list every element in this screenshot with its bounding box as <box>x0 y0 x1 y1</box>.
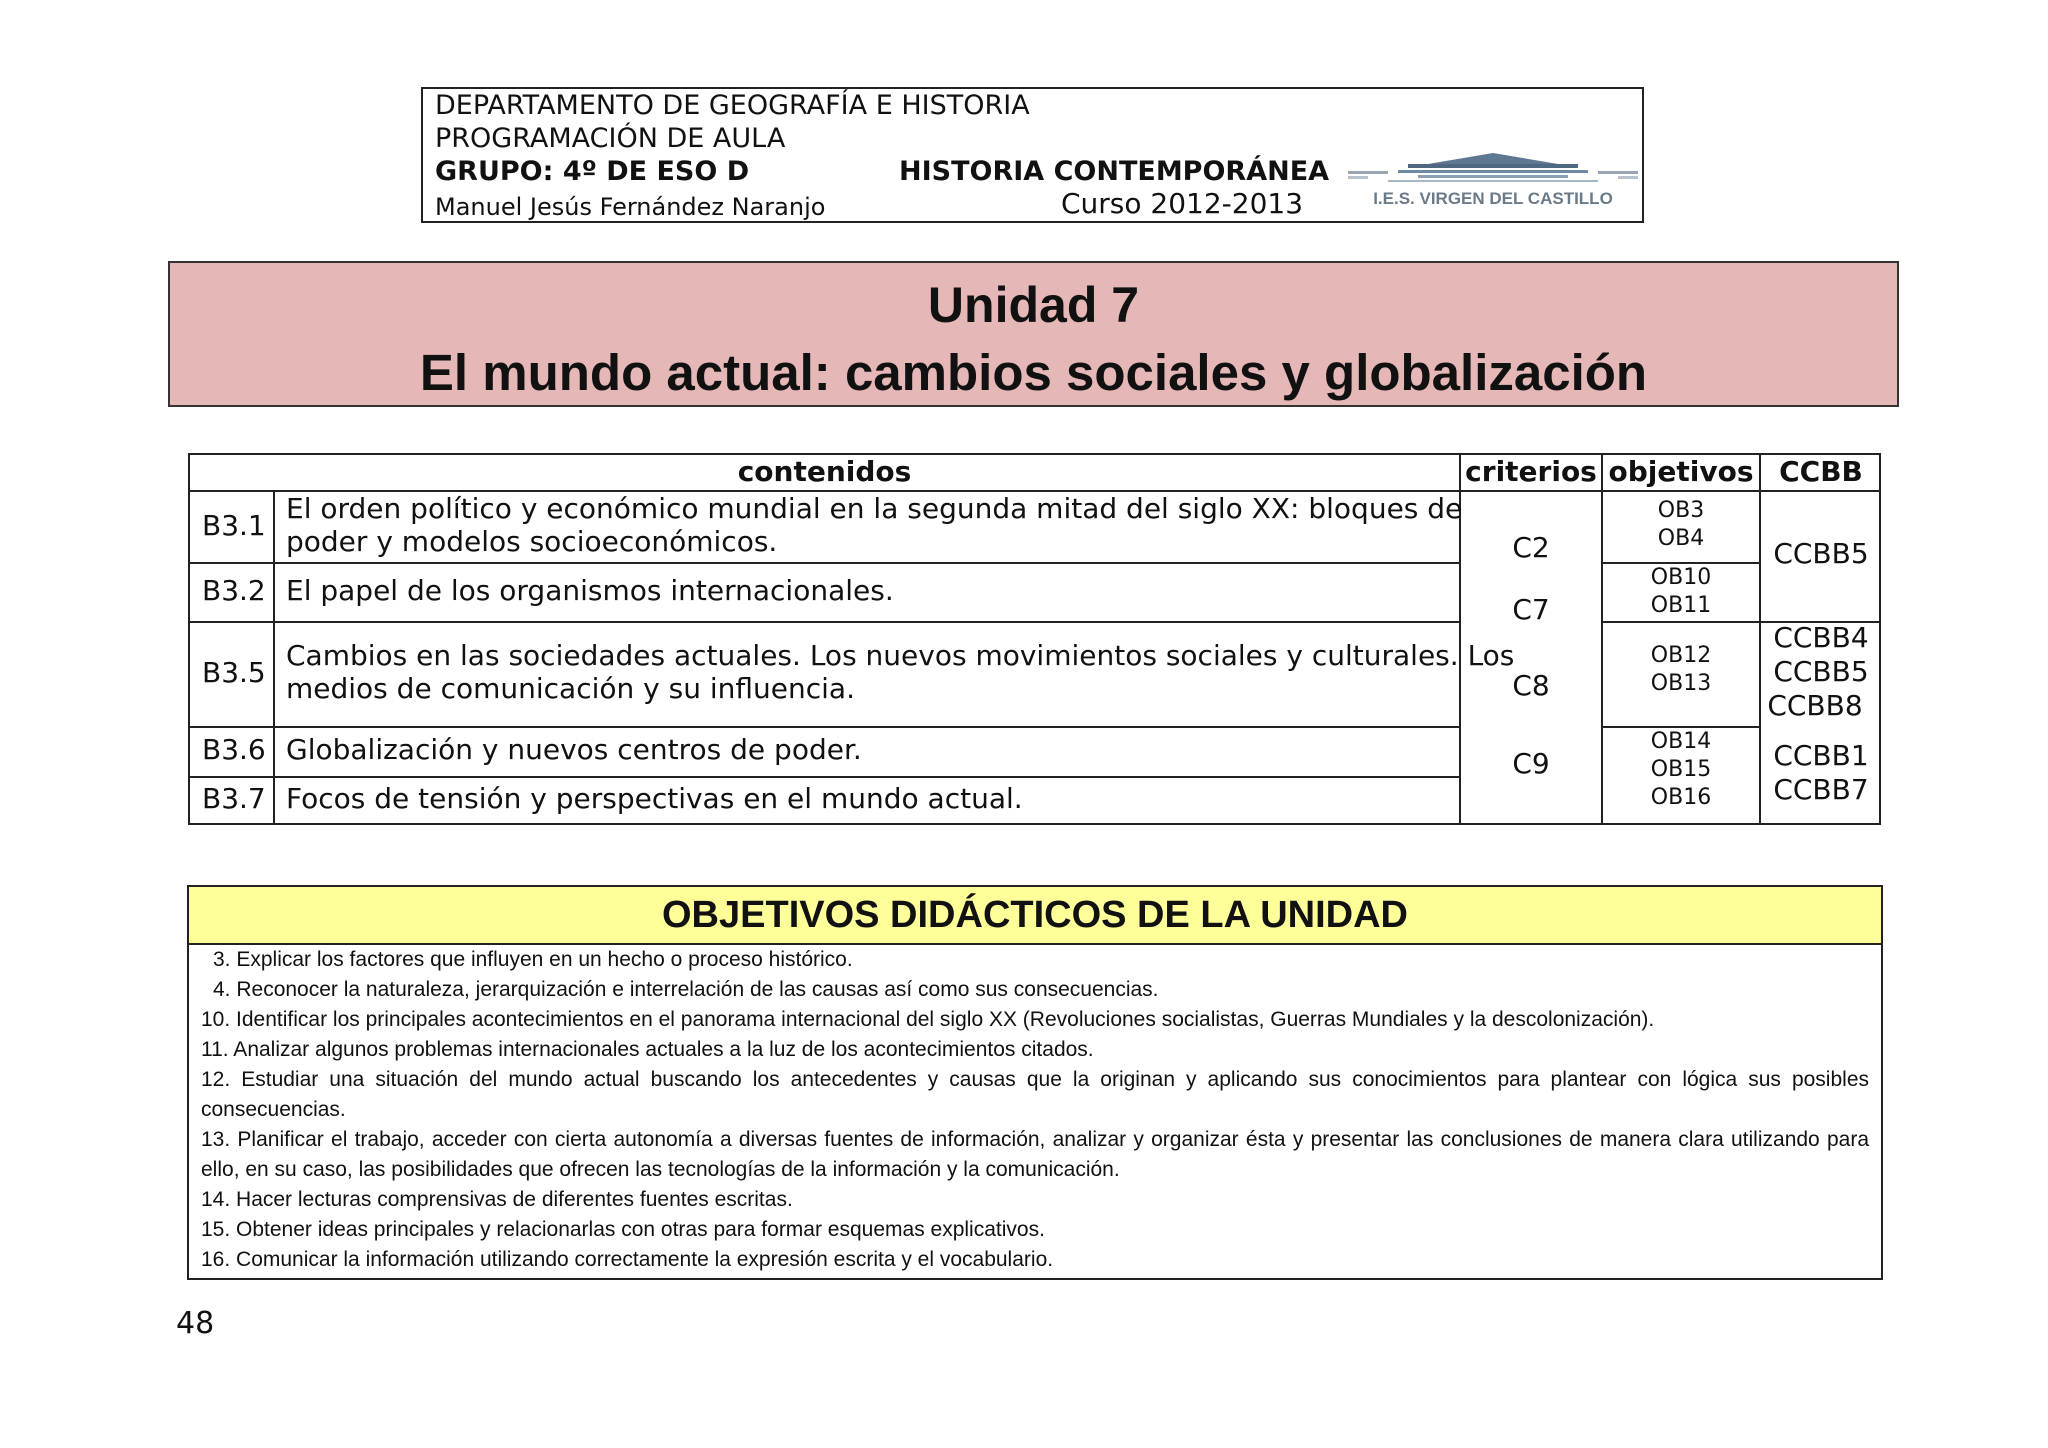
teacher-name: Manuel Jesús Fernández Naranjo <box>435 193 826 221</box>
objective-code: OB3 <box>1657 498 1705 523</box>
objective-code: OB4 <box>1657 526 1705 551</box>
table-divider <box>190 776 1459 778</box>
header-criterios: criterios <box>1465 455 1597 488</box>
row-content: Focos de tensión y perspectivas en el mundo actual. <box>286 782 1023 815</box>
objective-item: 4. Reconocer la naturaleza, jerarquización e interrelación de las causas así como sus consecuencias. <box>213 978 1159 1001</box>
objective-code: OB10 <box>1650 565 1712 590</box>
competence-code: CCBB1 <box>1773 739 1869 772</box>
row-code: B3.7 <box>202 782 266 815</box>
objective-item: 3. Explicar los factores que influyen en un hecho o proceso histórico. <box>213 948 853 971</box>
objective-item: 14. Hacer lecturas comprensivas de diferentes fuentes escritas. <box>201 1188 793 1211</box>
row-content: Cambios en las sociedades actuales. Los nuevos movimientos sociales y culturales. Los <box>286 639 1515 672</box>
row-content: medios de comunicación y su influencia. <box>286 672 855 705</box>
header-objetivos: objetivos <box>1608 455 1754 488</box>
row-content: Globalización y nuevos centros de poder. <box>286 733 862 766</box>
objective-item: 13. Planificar el trabajo, acceder con cierta autonomía a diversas fuentes de información, analizar y organizar ésta y presentar las conclusiones de manera clara utilizando para ello, en su caso, las posibilidades que ofrecen las tecnologías de la información y la comunicación. <box>201 1128 1869 1181</box>
school-logo <box>1348 151 1638 211</box>
objective-code: OB14 <box>1650 729 1712 754</box>
objective-item: 16. Comunicar la información utilizando correctamente la expresión escrita y el vocabulario. <box>201 1248 1054 1271</box>
row-code: B3.5 <box>202 656 266 689</box>
unit-name: El mundo actual: cambios sociales y globalización <box>419 344 1648 401</box>
row-content: El orden político y económico mundial en la segunda mitad del siglo XX: bloques de <box>286 492 1463 525</box>
header-contenidos: contenidos <box>737 455 912 488</box>
contents-table <box>188 453 1881 825</box>
header-ccbb: CCBB <box>1779 455 1863 488</box>
criterion: C8 <box>1512 669 1550 702</box>
row-content: El papel de los organismos internacionales. <box>286 574 894 607</box>
group-label: GRUPO: 4º DE ESO D <box>435 156 750 187</box>
svg-text:I.E.S. VIRGEN DEL CASTILLO: I.E.S. VIRGEN DEL CASTILLO <box>1373 189 1613 208</box>
criterion: C7 <box>1512 593 1550 626</box>
competence-code: CCBB4 <box>1773 621 1869 654</box>
objectives-title: OBJETIVOS DIDÁCTICOS DE LA UNIDAD <box>189 887 1881 945</box>
table-divider <box>190 562 1459 564</box>
subject-label: HISTORIA CONTEMPORÁNEA <box>899 156 1330 187</box>
table-divider <box>190 726 1459 728</box>
row-code: B3.6 <box>202 733 266 766</box>
school-year: Curso 2012-2013 <box>1061 187 1304 220</box>
criterion: C9 <box>1512 747 1550 780</box>
unit-title-box <box>168 261 1899 407</box>
objective-item: 12. Estudiar una situación del mundo actual buscando los antecedentes y causas que la originan y aplicando sus conocimientos para plantear con lógica sus posibles consecuencias. <box>201 1068 1869 1121</box>
unit-number: Unidad 7 <box>927 277 1140 333</box>
competence-code: CCBB5 <box>1773 537 1869 570</box>
objective-code: OB16 <box>1650 785 1712 810</box>
table-divider <box>190 621 1459 623</box>
criterion: C2 <box>1512 531 1550 564</box>
table-divider <box>273 491 275 823</box>
objective-item: 10. Identificar los principales acontecimientos en el panorama internacional del siglo XX (Revoluciones socialistas, Guerras Mundiales y la descolonización). <box>201 1008 1655 1031</box>
row-content: poder y modelos socioeconómicos. <box>286 525 778 558</box>
document-header <box>421 87 1644 223</box>
table-divider <box>1601 621 1759 623</box>
competence-code: CCBB8 <box>1767 689 1863 722</box>
programming-label: PROGRAMACIÓN DE AULA <box>435 123 786 154</box>
objective-code: OB15 <box>1650 757 1712 782</box>
objective-code: OB13 <box>1650 671 1712 696</box>
row-code: B3.2 <box>202 574 266 607</box>
competence-code: CCBB5 <box>1773 655 1869 688</box>
page-number: 48 <box>176 1306 215 1341</box>
department-label: DEPARTAMENTO DE GEOGRAFÍA E HISTORIA <box>435 90 1030 121</box>
objective-item: 15. Obtener ideas principales y relacionarlas con otras para formar esquemas explicativos. <box>201 1218 1045 1241</box>
row-code: B3.1 <box>202 509 266 542</box>
objective-code: OB12 <box>1650 643 1712 668</box>
objective-code: OB11 <box>1650 593 1712 618</box>
competence-code: CCBB7 <box>1773 773 1869 806</box>
objective-item: 11. Analizar algunos problemas internacionales actuales a la luz de los acontecimientos citados. <box>201 1038 1094 1061</box>
objectives-box <box>187 885 1883 1280</box>
